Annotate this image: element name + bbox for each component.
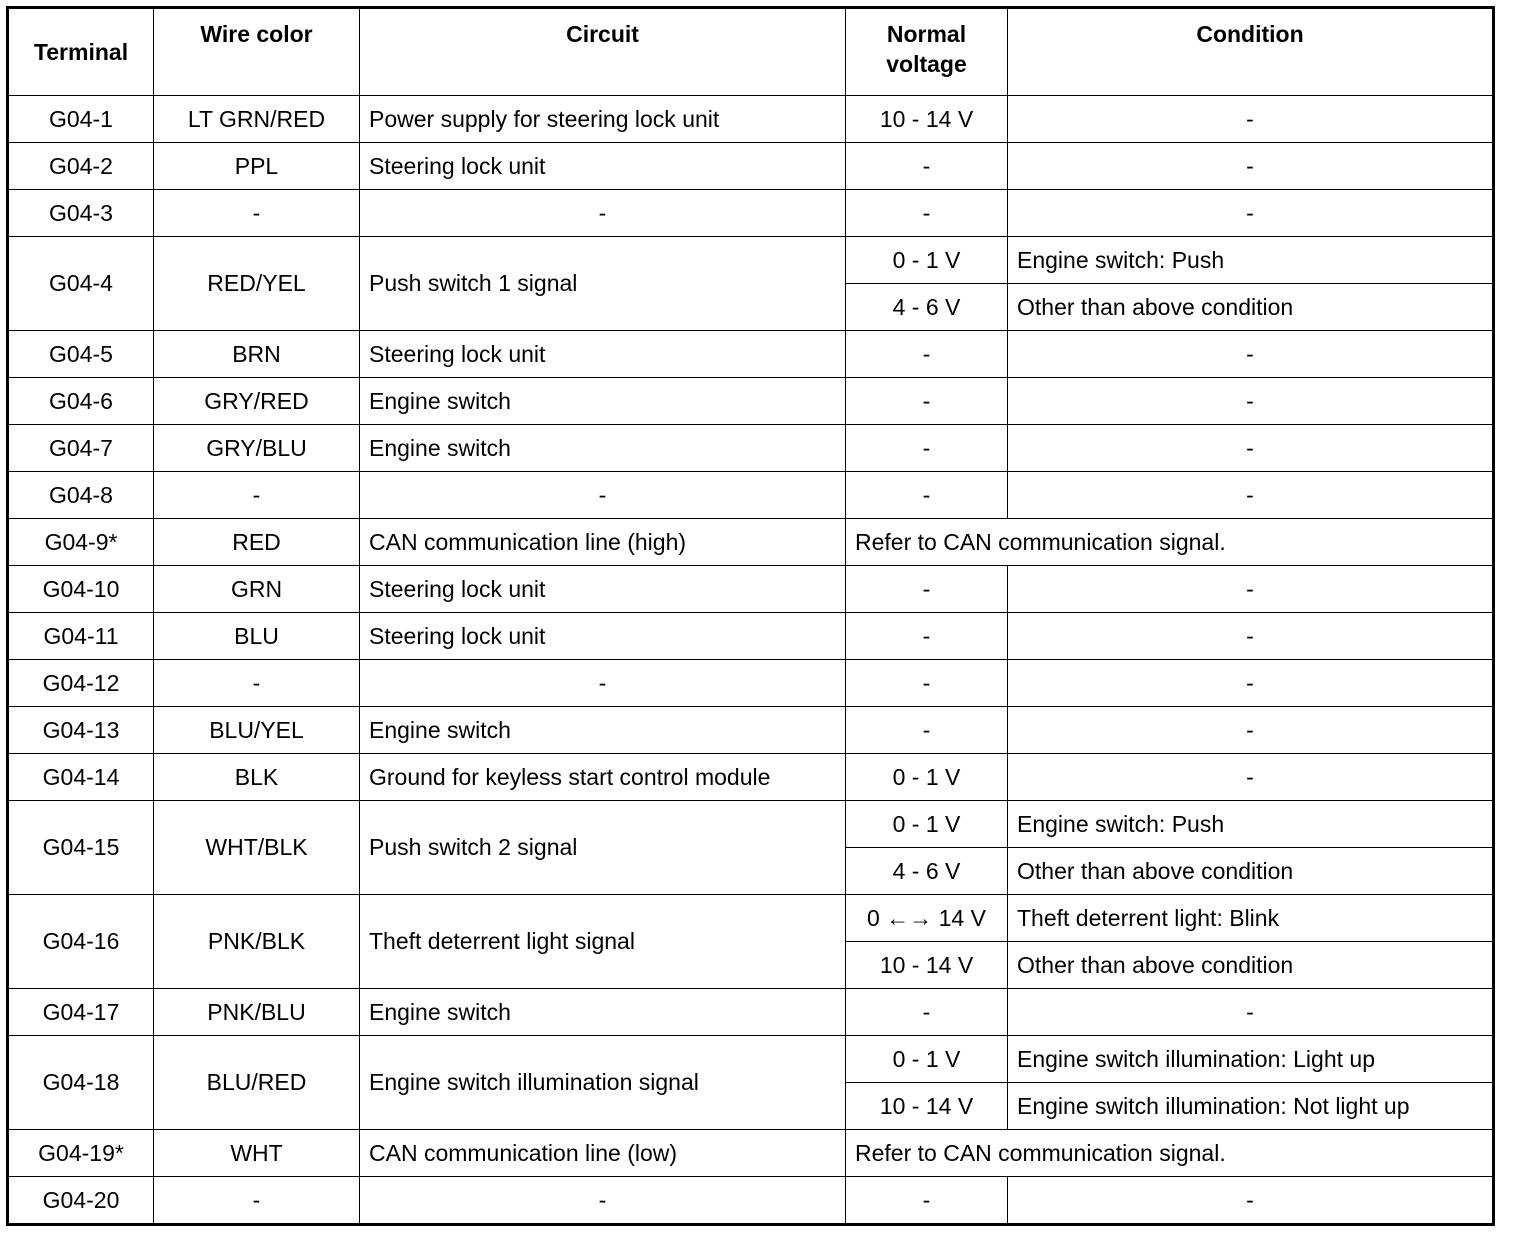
circuit-cell: Steering lock unit <box>360 143 846 190</box>
condition-cell: - <box>1008 1177 1494 1225</box>
voltage-cell: - <box>846 331 1008 378</box>
wire-color-cell: BLK <box>154 754 360 801</box>
table-body <box>8 96 1494 1225</box>
wire-color-cell: RED <box>154 519 360 566</box>
voltage-cell: - <box>846 566 1008 613</box>
table-row <box>8 989 1494 1036</box>
condition-cell: - <box>1008 660 1494 707</box>
wire-color-cell: - <box>154 660 360 707</box>
terminal-cell: G04-20 <box>8 1177 154 1225</box>
terminal-cell: G04-16 <box>8 895 154 989</box>
header-circuit: Circuit <box>360 8 846 96</box>
circuit-cell: Push switch 1 signal <box>360 237 846 331</box>
table-row <box>8 96 1494 143</box>
circuit-cell: Ground for keyless start control module <box>360 754 846 801</box>
circuit-cell: Engine switch <box>360 707 846 754</box>
condition-cell: - <box>1008 613 1494 660</box>
wire-color-cell: GRN <box>154 566 360 613</box>
condition-cell: - <box>1008 566 1494 613</box>
wire-color-cell: BLU/RED <box>154 1036 360 1130</box>
terminal-cell: G04-17 <box>8 989 154 1036</box>
circuit-cell: Steering lock unit <box>360 613 846 660</box>
terminal-cell: G04-19* <box>8 1130 154 1177</box>
terminal-cell: G04-2 <box>8 143 154 190</box>
voltage-cell: 10 - 14 V <box>846 96 1008 143</box>
condition-cell: - <box>1008 989 1494 1036</box>
voltage-cell: - <box>846 378 1008 425</box>
table-row <box>8 895 1494 942</box>
terminal-cell: G04-10 <box>8 566 154 613</box>
circuit-cell: Engine switch <box>360 425 846 472</box>
header-row <box>8 8 1494 96</box>
circuit-cell: CAN communication line (low) <box>360 1130 846 1177</box>
voltage-cell: 4 - 6 V <box>846 848 1008 895</box>
voltage-cell: - <box>846 143 1008 190</box>
header-condition: Condition <box>1008 8 1494 96</box>
terminal-cell: G04-18 <box>8 1036 154 1130</box>
condition-cell: - <box>1008 754 1494 801</box>
terminal-cell: G04-5 <box>8 331 154 378</box>
table-row <box>8 707 1494 754</box>
circuit-cell: CAN communication line (high) <box>360 519 846 566</box>
circuit-cell: - <box>360 660 846 707</box>
table-row <box>8 143 1494 190</box>
terminal-cell: G04-4 <box>8 237 154 331</box>
voltage-cell: 0 - 1 V <box>846 754 1008 801</box>
wire-color-cell: BLU <box>154 613 360 660</box>
voltage-cell: 10 - 14 V <box>846 1083 1008 1130</box>
wire-color-cell: GRY/BLU <box>154 425 360 472</box>
circuit-cell: Steering lock unit <box>360 331 846 378</box>
circuit-cell: Theft deterrent light signal <box>360 895 846 989</box>
table-row <box>8 519 1494 566</box>
circuit-cell: Engine switch illumination signal <box>360 1036 846 1130</box>
wire-color-cell: PNK/BLU <box>154 989 360 1036</box>
condition-cell: - <box>1008 96 1494 143</box>
terminal-cell: G04-3 <box>8 190 154 237</box>
wire-color-cell: GRY/RED <box>154 378 360 425</box>
condition-cell: Other than above condition <box>1008 942 1494 989</box>
terminal-cell: G04-9* <box>8 519 154 566</box>
condition-cell: Engine switch illumination: Light up <box>1008 1036 1494 1083</box>
circuit-cell: Steering lock unit <box>360 566 846 613</box>
circuit-cell: Push switch 2 signal <box>360 801 846 895</box>
terminal-cell: G04-15 <box>8 801 154 895</box>
condition-cell: - <box>1008 190 1494 237</box>
wire-color-cell: - <box>154 1177 360 1225</box>
header-normal-voltage-line2: voltage <box>886 51 967 77</box>
terminal-table <box>6 6 1495 1226</box>
condition-cell: Other than above condition <box>1008 848 1494 895</box>
terminal-cell: G04-12 <box>8 660 154 707</box>
wire-color-cell: LT GRN/RED <box>154 96 360 143</box>
terminal-cell: G04-7 <box>8 425 154 472</box>
voltage-cell: - <box>846 425 1008 472</box>
table-row <box>8 425 1494 472</box>
terminal-cell: G04-8 <box>8 472 154 519</box>
terminal-cell: G04-1 <box>8 96 154 143</box>
circuit-cell: Engine switch <box>360 378 846 425</box>
condition-cell: Other than above condition <box>1008 284 1494 331</box>
voltage-cell: 0 - 1 V <box>846 1036 1008 1083</box>
header-terminal: Terminal <box>8 8 154 96</box>
header-normal-voltage <box>846 8 1008 96</box>
voltage-cell: 10 - 14 V <box>846 942 1008 989</box>
voltage-cell: - <box>846 707 1008 754</box>
table-row <box>8 237 1494 284</box>
table-row <box>8 660 1494 707</box>
table-row <box>8 331 1494 378</box>
voltage-cell: - <box>846 989 1008 1036</box>
condition-cell: Theft deterrent light: Blink <box>1008 895 1494 942</box>
wire-color-cell: PNK/BLK <box>154 895 360 989</box>
circuit-cell: - <box>360 190 846 237</box>
table-row <box>8 754 1494 801</box>
terminal-cell: G04-6 <box>8 378 154 425</box>
wire-color-cell: PPL <box>154 143 360 190</box>
merged-note-cell: Refer to CAN communication signal. <box>846 1130 1494 1177</box>
table-row <box>8 1130 1494 1177</box>
condition-cell: - <box>1008 472 1494 519</box>
voltage-cell: 0 ←→ 14 V <box>846 895 1008 942</box>
table-row <box>8 801 1494 848</box>
table-row <box>8 190 1494 237</box>
voltage-cell: 0 - 1 V <box>846 237 1008 284</box>
wire-color-cell: BLU/YEL <box>154 707 360 754</box>
terminal-cell: G04-14 <box>8 754 154 801</box>
voltage-cell: - <box>846 660 1008 707</box>
header-wire-color: Wire color <box>154 8 360 96</box>
voltage-cell: - <box>846 472 1008 519</box>
voltage-cell: 4 - 6 V <box>846 284 1008 331</box>
circuit-cell: - <box>360 472 846 519</box>
merged-note-cell: Refer to CAN communication signal. <box>846 519 1494 566</box>
circuit-cell: - <box>360 1177 846 1225</box>
circuit-cell: Power supply for steering lock unit <box>360 96 846 143</box>
voltage-cell: - <box>846 613 1008 660</box>
voltage-cell: - <box>846 190 1008 237</box>
condition-cell: - <box>1008 331 1494 378</box>
condition-cell: - <box>1008 378 1494 425</box>
wire-color-cell: WHT <box>154 1130 360 1177</box>
condition-cell: Engine switch: Push <box>1008 237 1494 284</box>
circuit-cell: Engine switch <box>360 989 846 1036</box>
wire-color-cell: - <box>154 190 360 237</box>
condition-cell: Engine switch illumination: Not light up <box>1008 1083 1494 1130</box>
table-row <box>8 1177 1494 1225</box>
wire-color-cell: BRN <box>154 331 360 378</box>
terminal-cell: G04-11 <box>8 613 154 660</box>
wire-color-cell: WHT/BLK <box>154 801 360 895</box>
table-row <box>8 1036 1494 1083</box>
wire-color-cell: RED/YEL <box>154 237 360 331</box>
condition-cell: - <box>1008 707 1494 754</box>
terminal-cell: G04-13 <box>8 707 154 754</box>
table-row <box>8 378 1494 425</box>
wire-color-cell: - <box>154 472 360 519</box>
table-row <box>8 613 1494 660</box>
voltage-cell: 0 - 1 V <box>846 801 1008 848</box>
condition-cell: Engine switch: Push <box>1008 801 1494 848</box>
voltage-cell: - <box>846 1177 1008 1225</box>
condition-cell: - <box>1008 425 1494 472</box>
table-row <box>8 566 1494 613</box>
header-normal-voltage-line1: Normal <box>886 21 967 47</box>
table-row <box>8 472 1494 519</box>
condition-cell: - <box>1008 143 1494 190</box>
